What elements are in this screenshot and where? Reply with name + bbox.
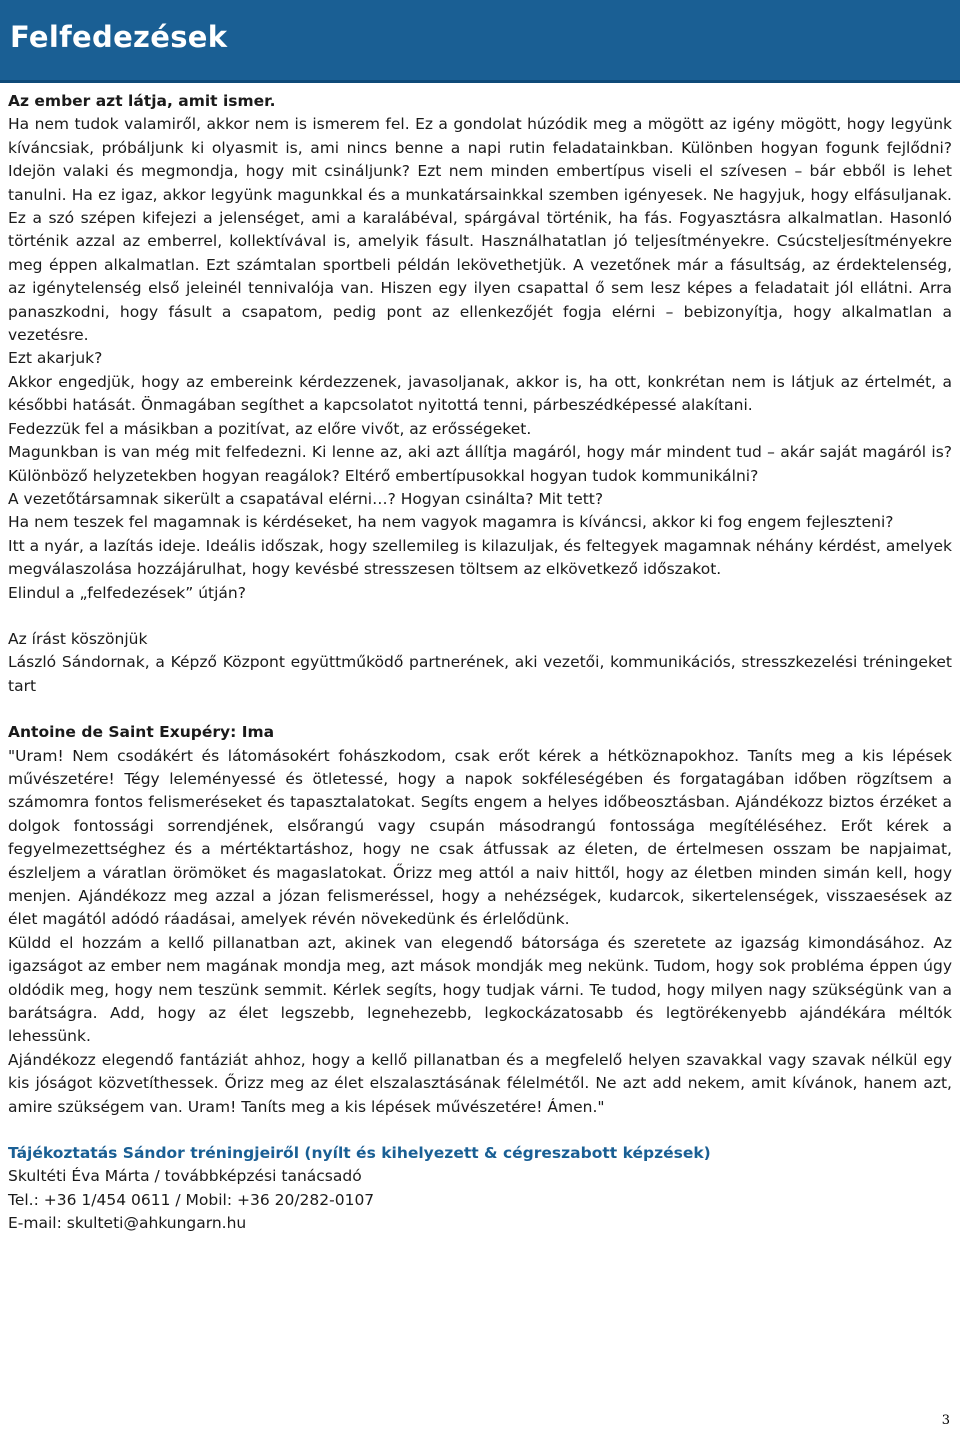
thanks-line: Az írást köszönjük <box>8 629 148 648</box>
article-heading: Az ember azt látja, amit ismer. <box>8 92 276 110</box>
article-paragraph: Ezt akarjuk? <box>8 349 103 368</box>
article-paragraph: Ha nem tudok valamiről, akkor nem is ismerem fel. Ez a gondolat húzódik meg a mögött az igény mögött, hogy legyünk kíváncsiak, próbáljunk ki olyasmit is, ami nincs benne a napi rutin feladatainkban. Különben hogyan fogunk fejlődni? Idejön valaki és megmondja, hogy mit csináljunk? Ezt nem minden embertípus viseli el szívesen – bár ebből is lehet tanulni. Ha ez igaz, akkor legyünk magunkkal és a munkatársainkkal szemben igényesek. Ne hagyjuk, hogy elfásuljanak. Ez a szó szépen kifejezi a jelenséget, ami a karalábéval, spárgával történik, ha fás. Fogyasztásra alkalmatlan. Hasonló történik azzal az emberrel, kollektívával is, amelyik fásult. Használhatatlan jó teljesítményekre. Csúcsteljesítményekre meg éppen alkalmatlan. Ezt számtalan sportbeli példán lekövethetjük. A vezetőnek már a fásultság, az érdektelenség, az igénytelenség első jeleinél tennivalója van. Hiszen egy ilyen csapattal ő sem lesz képes a feladatait jól ellátni. Arra panaszkodni, hogy fásult a csapatom, pedig pont az ellenkezőjét fogja elérni – bebizonyítja, hogy alkalmatlan a vezetésre. <box>8 115 952 345</box>
prayer-paragraph: Küldd el hozzám a kellő pillanatban azt, akinek van elegendő bátorsága és szeretete az igazság kimondásához. Az igazságot az ember nem magának mondja meg, azt mások mondják meg nekünk. Tudom, hogy sok probléma éppen úgy oldódik meg, hogy nem teszünk semmit. Kérlek segíts, hogy tudjak várni. Te tudod, hogy milyen nagy szükségünk van a barátságra. Add, hogy az élet legszebb, legnehezebb, legkockázatosabb és legtörékenyebb ajándékára méltók lehessünk. <box>8 933 952 1046</box>
article-body <box>8 90 952 1236</box>
header-banner <box>0 0 960 83</box>
article-paragraph: Itt a nyár, a lazítás ideje. Ideális időszak, hogy szellemileg is kilazuljak, és feltegyek magamnak néhány kérdést, amelyek megválaszolása hozzájárulhat, hogy kevésbé stresszesen töltsem az elkövetkező időszakot. <box>8 536 952 579</box>
contact-phone: Tel.: +36 1/454 0611 / Mobil: +36 20/282-0107 <box>8 1190 375 1209</box>
page-number: 3 <box>941 1413 950 1428</box>
prayer-paragraph: Ajándékozz elegendő fantáziát ahhoz, hogy a kellő pillanatban és a megfelelő helyen szavakkal vagy szavak nélkül egy kis jóságot közvetíthessek. Őrizz meg az élet elszalasztásának félelmétől. Ne azt add nekem, amit kívánok, hanem azt, amire szükségem van. Uram! Taníts meg a kis lépések művészetére! Ámen." <box>8 1050 952 1116</box>
article-paragraph: Ha nem teszek fel magamnak is kérdéseket, ha nem vagyok magamra is kíváncsi, akkor ki fog engem fejleszteni? <box>8 513 894 532</box>
article-paragraph: A vezetőtársamnak sikerült a csapatával elérni…? Hogyan csinálta? Mit tett? <box>8 489 604 508</box>
page-title: Felfedezések <box>10 20 228 54</box>
article-paragraph: Akkor engedjük, hogy az embereink kérdezzenek, javasoljanak, akkor is, ha ott, konkrétan nem is látjuk az értelmét, a későbbi hatását. Önmagában segíthet a kapcsolatot nyitottá tenni, párbeszédképessé alakítani. <box>8 372 952 415</box>
article-paragraph: Elindul a „felfedezések” útján? <box>8 583 246 602</box>
contact-info-line: Tájékoztatás Sándor tréningjeiről (nyílt és kihelyezett & cégreszabott képzések) <box>8 1144 711 1163</box>
article-paragraph: Magunkban is van még mit felfedezni. Ki lenne az, aki azt állítja magáról, hogy már mindent tud – akár saját magáról is? Különböző helyzetekben hogyan reagálok? Eltérő embertípusokkal hogyan tudok kommunikálni? <box>8 443 952 485</box>
prayer-title: Antoine de Saint Exupéry: Ima <box>8 723 275 742</box>
thanks-text: László Sándornak, a Képző Központ együttműködő partnerének, aki vezetői, kommunikációs, stresszkezelési tréningeket tart <box>8 653 952 695</box>
prayer-paragraph: "Uram! Nem csodákért és látomásokért fohászkodom, csak erőt kérek a hétköznapokhoz. Taníts meg a kis lépések művészetére! Tégy leleményessé és ötletessé, hogy a napok sokféleségében és forgatagában időben rögzítsem a számomra fontos felismeréseket és tapasztalatokat. Segíts engem a helyes időbeosztásban. Ajándékozz biztos érzéket a dolgok fontossági sorrendjének, elsőrangú vagy csupán másodrangú fontossága megítéléséhez. Erőt kérek a fegyelmezettséghez és a mértéktartáshoz, hogy ne csak átfussak az életen, de értelmesen osszam be napjaimat, észleljem a váratlan örömöket és magaslatokat. Őrizz meg attól a naiv hittől, hogy az életben minden simán kell, hogy menjen. Ajándékozz meg azzal a józan felismeréssel, hogy a nehézségek, kudarcok, sikertelenségek, visszaesések az élet magától adódó ráadásai, amelyek révén növekedünk és érlelődünk. <box>8 746 952 929</box>
article-paragraph: Fedezzük fel a másikban a pozitívat, az előre vivőt, az erősségeket. <box>8 419 532 438</box>
contact-name: Skultéti Éva Márta / továbbképzési tanácsadó <box>8 1167 362 1186</box>
contact-email[interactable]: E-mail: skulteti@ahkungarn.hu <box>8 1214 247 1233</box>
